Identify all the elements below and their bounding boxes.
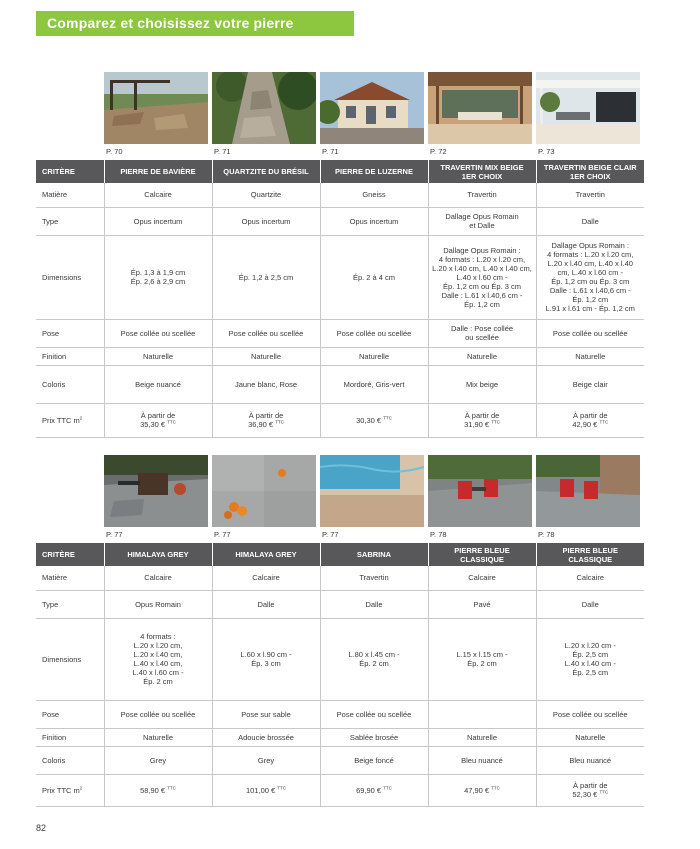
- table-cell: Calcaire: [536, 566, 644, 590]
- table-cell: Pavé: [428, 590, 536, 618]
- column-header: HIMALAYA GREY: [104, 543, 212, 566]
- column-header: PIERRE DE LUZERNE: [320, 160, 428, 183]
- table-row: [36, 403, 644, 437]
- table-cell: Calcaire: [428, 566, 536, 590]
- column-header: HIMALAYA GREY: [212, 543, 320, 566]
- row-label: Matière: [36, 566, 104, 590]
- table-cell: Naturelle: [104, 347, 212, 365]
- table-cell: Dalle: [212, 590, 320, 618]
- page-ref: P. 77: [106, 530, 123, 539]
- row-label: Matière: [36, 183, 104, 207]
- table-cell: Opus Romain: [104, 590, 212, 618]
- page-ref: P. 72: [430, 147, 447, 156]
- table-cell: Pose sur sable: [212, 700, 320, 728]
- table-cell: Beige clair: [536, 365, 644, 403]
- table-cell: Pose collée ou scellée: [536, 319, 644, 347]
- product-thumbnails: [36, 455, 644, 543]
- price-cell: 69,90 € $^{TTC}$: [320, 774, 428, 806]
- table-cell: Naturelle: [536, 347, 644, 365]
- column-header: TRAVERTIN MIX BEIGE 1ER CHOIX: [428, 160, 536, 183]
- table-cell: Mix beige: [428, 365, 536, 403]
- row-label: Pose: [36, 700, 104, 728]
- comparison-table-2: [36, 543, 644, 807]
- page-ref: P. 78: [430, 530, 447, 539]
- table-row: [36, 207, 644, 235]
- table-cell: Grey: [104, 746, 212, 774]
- table-cell: Pose collée ou scellée: [212, 319, 320, 347]
- column-header: PIERRE BLEUE CLASSIQUE: [428, 543, 536, 566]
- price-cell: À partir de 42,90 € $^{TTC}$: [536, 403, 644, 437]
- table-cell: 4 formats : L.20 x l.20 cm, L.20 x l.40 cm, L.40 x l.40 cm, L.40 x l.60 cm - Ép. 2 cm: [104, 618, 212, 700]
- row-label: Finition: [36, 728, 104, 746]
- row-label: Dimensions: [36, 235, 104, 319]
- table-cell: Pose collée ou scellée: [320, 700, 428, 728]
- price-cell: À partir de 36,90 € $^{TTC}$: [212, 403, 320, 437]
- photo-travertin-beige-clair: [536, 72, 640, 144]
- comparison-table-1: [36, 160, 644, 438]
- table-cell: Travertin: [428, 183, 536, 207]
- page-ref: P. 78: [538, 530, 555, 539]
- table-row: [36, 746, 644, 774]
- table-cell: Mordoré, Gris-vert: [320, 365, 428, 403]
- page-ref: P. 71: [214, 147, 231, 156]
- photo-quartzite-du-bresil: [212, 72, 316, 144]
- photo-himalaya-grey-dalle: [212, 455, 316, 527]
- column-header: CRITÈRE: [36, 543, 104, 566]
- table-cell: Bleu nuancé: [536, 746, 644, 774]
- table-cell: Calcaire: [104, 566, 212, 590]
- table-cell: Opus incertum: [104, 207, 212, 235]
- table-cell: L.80 x l.45 cm - Ép. 2 cm: [320, 618, 428, 700]
- table-header-row: [36, 160, 644, 183]
- table-cell: Dallage Opus Romain : 4 formats : L.20 x l.20 cm, L.20 x l.40 cm, L.40 x l.40 cm, L.40 x l.60 cm - Ép. 1,2 cm ou Ép. 3 cm Dalle : L.61 x l.40,6 cm - Ép. 1,2 cm L.91 x l.61 cm - Ép. 1,2 cm: [536, 235, 644, 319]
- table-cell: Dalle: [320, 590, 428, 618]
- table-cell: Dalle: [536, 207, 644, 235]
- table-header-row: [36, 543, 644, 566]
- page-number: 82: [36, 823, 47, 833]
- table-cell: [428, 700, 536, 728]
- table-cell: Beige nuancé: [104, 365, 212, 403]
- table-row: [36, 618, 644, 700]
- price-cell: À partir de 31,90 € $^{TTC}$: [428, 403, 536, 437]
- table-cell: Jaune blanc, Rose: [212, 365, 320, 403]
- table-cell: Gneiss: [320, 183, 428, 207]
- table-cell: Naturelle: [212, 347, 320, 365]
- table-cell: Ép. 2 à 4 cm: [320, 235, 428, 319]
- row-label: Type: [36, 590, 104, 618]
- table-cell: L.15 x l.15 cm - Ép. 2 cm: [428, 618, 536, 700]
- table-cell: Calcaire: [104, 183, 212, 207]
- table-row: [36, 365, 644, 403]
- product-thumbnails: [36, 72, 644, 160]
- table-row: [36, 347, 644, 365]
- column-header: QUARTZITE DU BRÉSIL: [212, 160, 320, 183]
- table-row: [36, 183, 644, 207]
- banner-title: Comparez et choisissez votre pierre naturelle: [47, 15, 294, 56]
- table-cell: Pose collée ou scellée: [104, 319, 212, 347]
- table-row: [36, 774, 644, 806]
- table-cell: Travertin: [320, 566, 428, 590]
- table-cell: Grey: [212, 746, 320, 774]
- column-header: PIERRE DE BAVIÈRE: [104, 160, 212, 183]
- table-cell: Pose collée ou scellée: [536, 700, 644, 728]
- table-cell: Pose collée ou scellée: [320, 319, 428, 347]
- table-cell: Bleu nuancé: [428, 746, 536, 774]
- page-ref: P. 70: [106, 147, 123, 156]
- page-ref: P. 77: [214, 530, 231, 539]
- photo-pierre-bleue-dalle: [536, 455, 640, 527]
- photo-travertin-mix-beige: [428, 72, 532, 144]
- table-row: [36, 235, 644, 319]
- table-cell: Dallage Opus Romain et Dalle: [428, 207, 536, 235]
- row-label: Coloris: [36, 746, 104, 774]
- table-cell: Ép. 1,3 à 1,9 cm Ép. 2,6 à 2,9 cm: [104, 235, 212, 319]
- table-cell: Dallage Opus Romain : 4 formats : L.20 x l.20 cm, L.20 x l.40 cm, L.40 x l.40 cm, L.40 x l.60 cm - Ép. 1,2 cm ou Ép. 3 cm Dalle : L.61 x l.40,6 cm - Ép. 1,2 cm: [428, 235, 536, 319]
- price-cell: À partir de 35,30 € $^{TTC}$: [104, 403, 212, 437]
- table-cell: Sablée brosée: [320, 728, 428, 746]
- row-label: Type: [36, 207, 104, 235]
- price-cell: 101,00 € $^{TTC}$: [212, 774, 320, 806]
- photo-sabrina: [320, 455, 424, 527]
- table-cell: Opus incertum: [320, 207, 428, 235]
- table-row: [36, 319, 644, 347]
- table-cell: Naturelle: [104, 728, 212, 746]
- photo-pierre-de-baviere: [104, 72, 208, 144]
- table-cell: L.20 x l.20 cm - Ép. 2,5 cm L.40 x l.40 cm - Ép. 2,5 cm: [536, 618, 644, 700]
- table-cell: L.60 x l.90 cm - Ép. 3 cm: [212, 618, 320, 700]
- table-cell: Adoucie brossée: [212, 728, 320, 746]
- table-cell: Dalle : Pose collée ou scellée: [428, 319, 536, 347]
- table-cell: Naturelle: [428, 347, 536, 365]
- photo-pierre-de-luzerne: [320, 72, 424, 144]
- table-cell: Beige foncé: [320, 746, 428, 774]
- price-cell: À partir de 52,30 € $^{TTC}$: [536, 774, 644, 806]
- page-ref: P. 71: [322, 147, 339, 156]
- table-row: [36, 590, 644, 618]
- table-cell: Naturelle: [320, 347, 428, 365]
- price-label: Prix TTC $m^2$: [36, 403, 104, 437]
- page-ref: P. 77: [322, 530, 339, 539]
- comparison-section-1: [36, 72, 644, 438]
- row-label: Dimensions: [36, 618, 104, 700]
- table-cell: Pose collée ou scellée: [104, 700, 212, 728]
- price-cell: 58,90 € $^{TTC}$: [104, 774, 212, 806]
- photo-pierre-bleue-pave: [428, 455, 532, 527]
- table-cell: Ép. 1,2 à 2,5 cm: [212, 235, 320, 319]
- table-cell: Naturelle: [536, 728, 644, 746]
- table-row: [36, 728, 644, 746]
- price-label: Prix TTC $m^2$: [36, 774, 104, 806]
- row-label: Pose: [36, 319, 104, 347]
- column-header: SABRINA: [320, 543, 428, 566]
- table-cell: Opus incertum: [212, 207, 320, 235]
- table-cell: Travertin: [536, 183, 644, 207]
- photo-himalaya-grey-opus: [104, 455, 208, 527]
- table-row: [36, 566, 644, 590]
- table-cell: Quartzite: [212, 183, 320, 207]
- comparison-section-2: [36, 455, 644, 807]
- column-header: CRITÈRE: [36, 160, 104, 183]
- price-cell: 30,30 € $^{TTC}$: [320, 403, 428, 437]
- table-cell: Dalle: [536, 590, 644, 618]
- table-cell: Calcaire: [212, 566, 320, 590]
- column-header: PIERRE BLEUE CLASSIQUE: [536, 543, 644, 566]
- row-label: Coloris: [36, 365, 104, 403]
- table-row: [36, 700, 644, 728]
- row-label: Finition: [36, 347, 104, 365]
- column-header: TRAVERTIN BEIGE CLAIR 1ER CHOIX: [536, 160, 644, 183]
- table-cell: Naturelle: [428, 728, 536, 746]
- page-banner: [36, 11, 354, 56]
- page-ref: P. 73: [538, 147, 555, 156]
- price-cell: 47,90 € $^{TTC}$: [428, 774, 536, 806]
